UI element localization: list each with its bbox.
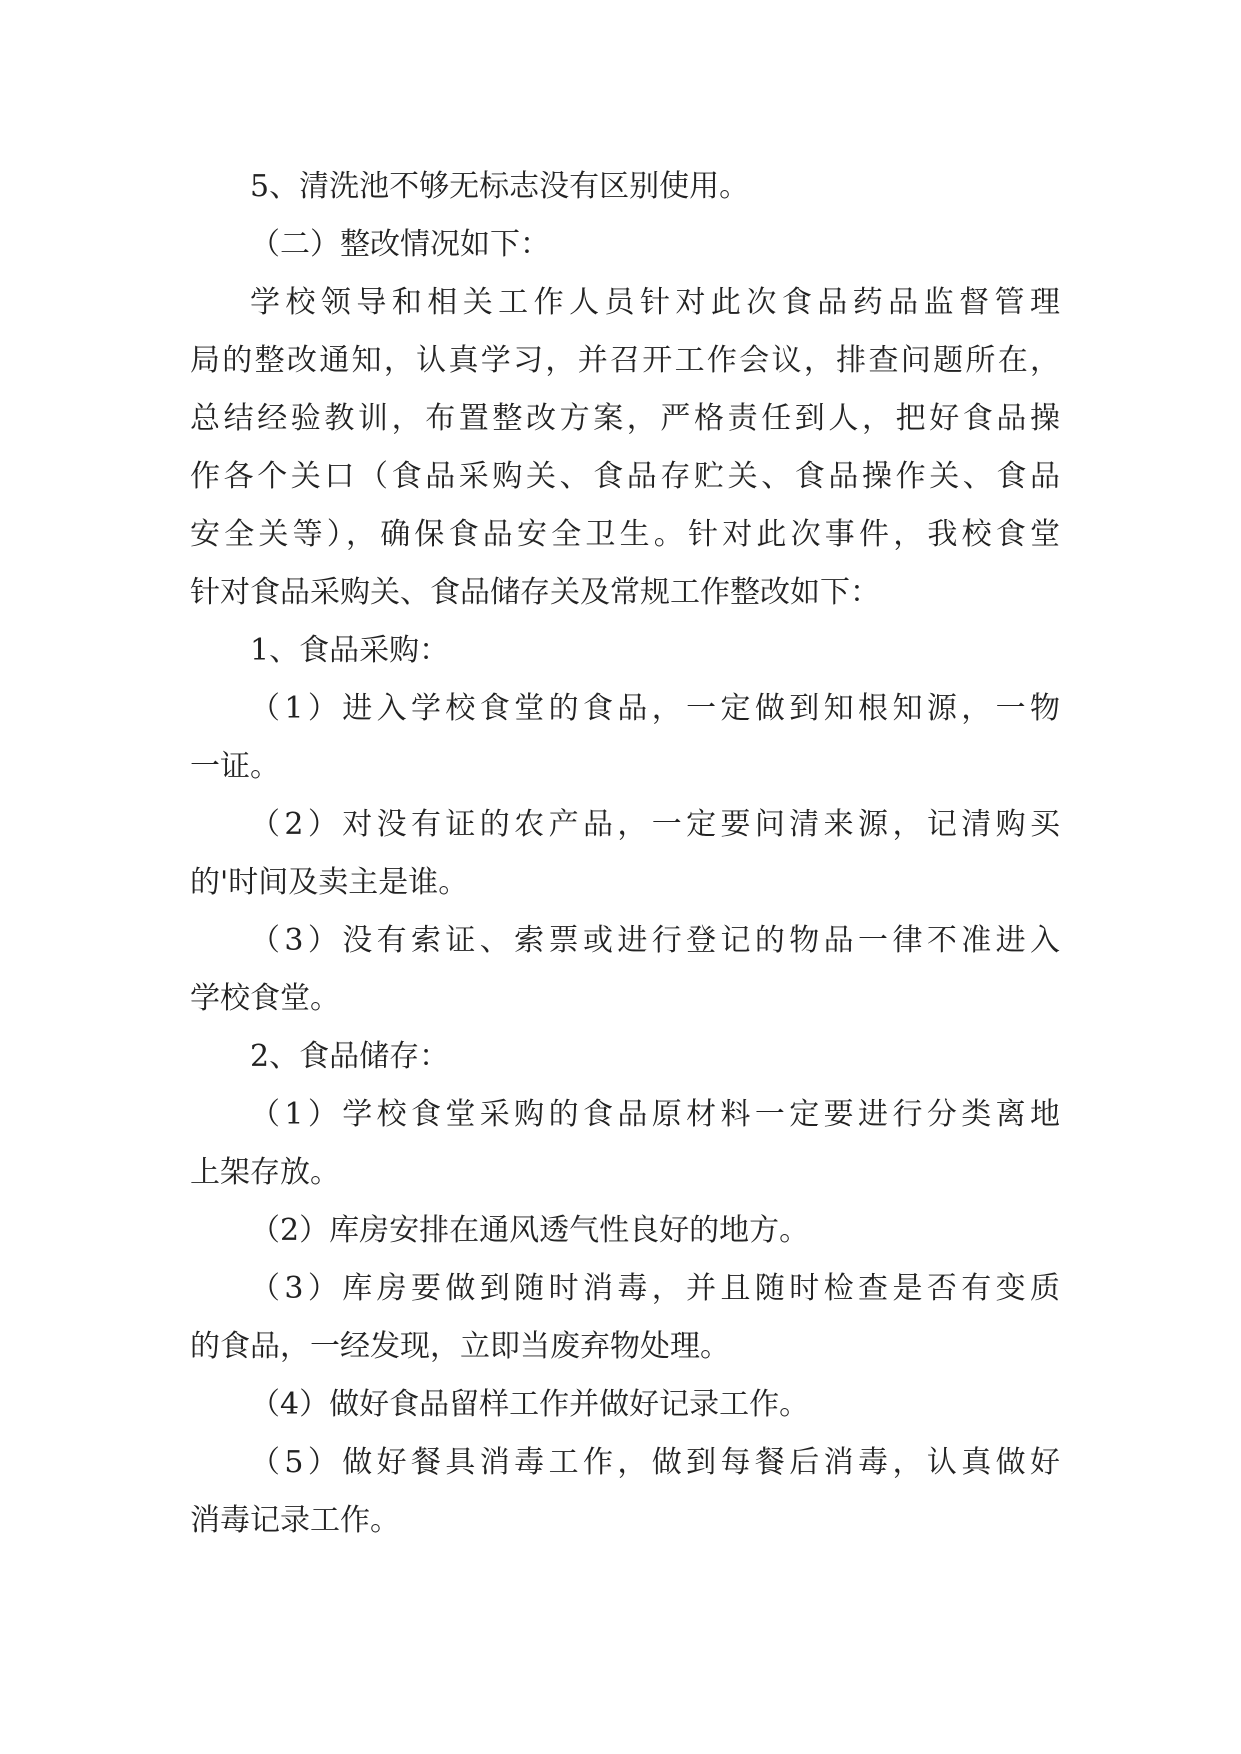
text-line: （二）整改情况如下： bbox=[250, 227, 550, 262]
text-line: （3）库房要做到随时消毒，并且随时检查是否有变质 bbox=[250, 1271, 1060, 1306]
text-line: （4）做好食品留样工作并做好记录工作。 bbox=[250, 1387, 810, 1422]
text-line: 作各个关口（食品采购关、食品存贮关、食品操作关、食品 bbox=[190, 459, 1060, 494]
text-line: （5）做好餐具消毒工作，做到每餐后消毒，认真做好 bbox=[250, 1445, 1060, 1480]
text-line: （1）进入学校食堂的食品，一定做到知根知源，一物 bbox=[250, 691, 1060, 726]
text-line: 学校食堂。 bbox=[190, 981, 340, 1016]
document-body bbox=[190, 158, 1060, 1550]
text-line: 学校领导和相关工作人员针对此次食品药品监督管理 bbox=[250, 285, 1060, 320]
text-line: 安全关等），确保食品安全卫生。针对此次事件，我校食堂 bbox=[190, 517, 1060, 552]
text-line: （2）对没有证的农产品，一定要问清来源，记清购买 bbox=[250, 807, 1060, 842]
text-line: （3）没有索证、索票或进行登记的物品一律不准进入 bbox=[250, 923, 1060, 958]
text-line: 局的整改通知，认真学习，并召开工作会议，排查问题所在， bbox=[190, 343, 1060, 378]
text-line: 总结经验教训，布置整改方案，严格责任到人，把好食品操 bbox=[190, 401, 1060, 436]
text-line: 2、食品储存： bbox=[250, 1039, 450, 1074]
text-line: 的食品，一经发现，立即当废弃物处理。 bbox=[190, 1329, 730, 1364]
text-line: （2）库房安排在通风透气性良好的地方。 bbox=[250, 1213, 810, 1248]
text-line: 消毒记录工作。 bbox=[190, 1503, 400, 1538]
text-line: 1、食品采购： bbox=[250, 633, 450, 668]
text-line: （1）学校食堂采购的食品原材料一定要进行分类离地 bbox=[250, 1097, 1060, 1132]
text-line: 的'时间及卖主是谁。 bbox=[190, 865, 469, 900]
text-line: 5、清洗池不够无标志没有区别使用。 bbox=[250, 169, 750, 204]
text-line: 上架存放。 bbox=[190, 1155, 340, 1190]
text-line: 一证。 bbox=[190, 749, 280, 784]
text-line: 针对食品采购关、食品储存关及常规工作整改如下： bbox=[190, 575, 880, 610]
